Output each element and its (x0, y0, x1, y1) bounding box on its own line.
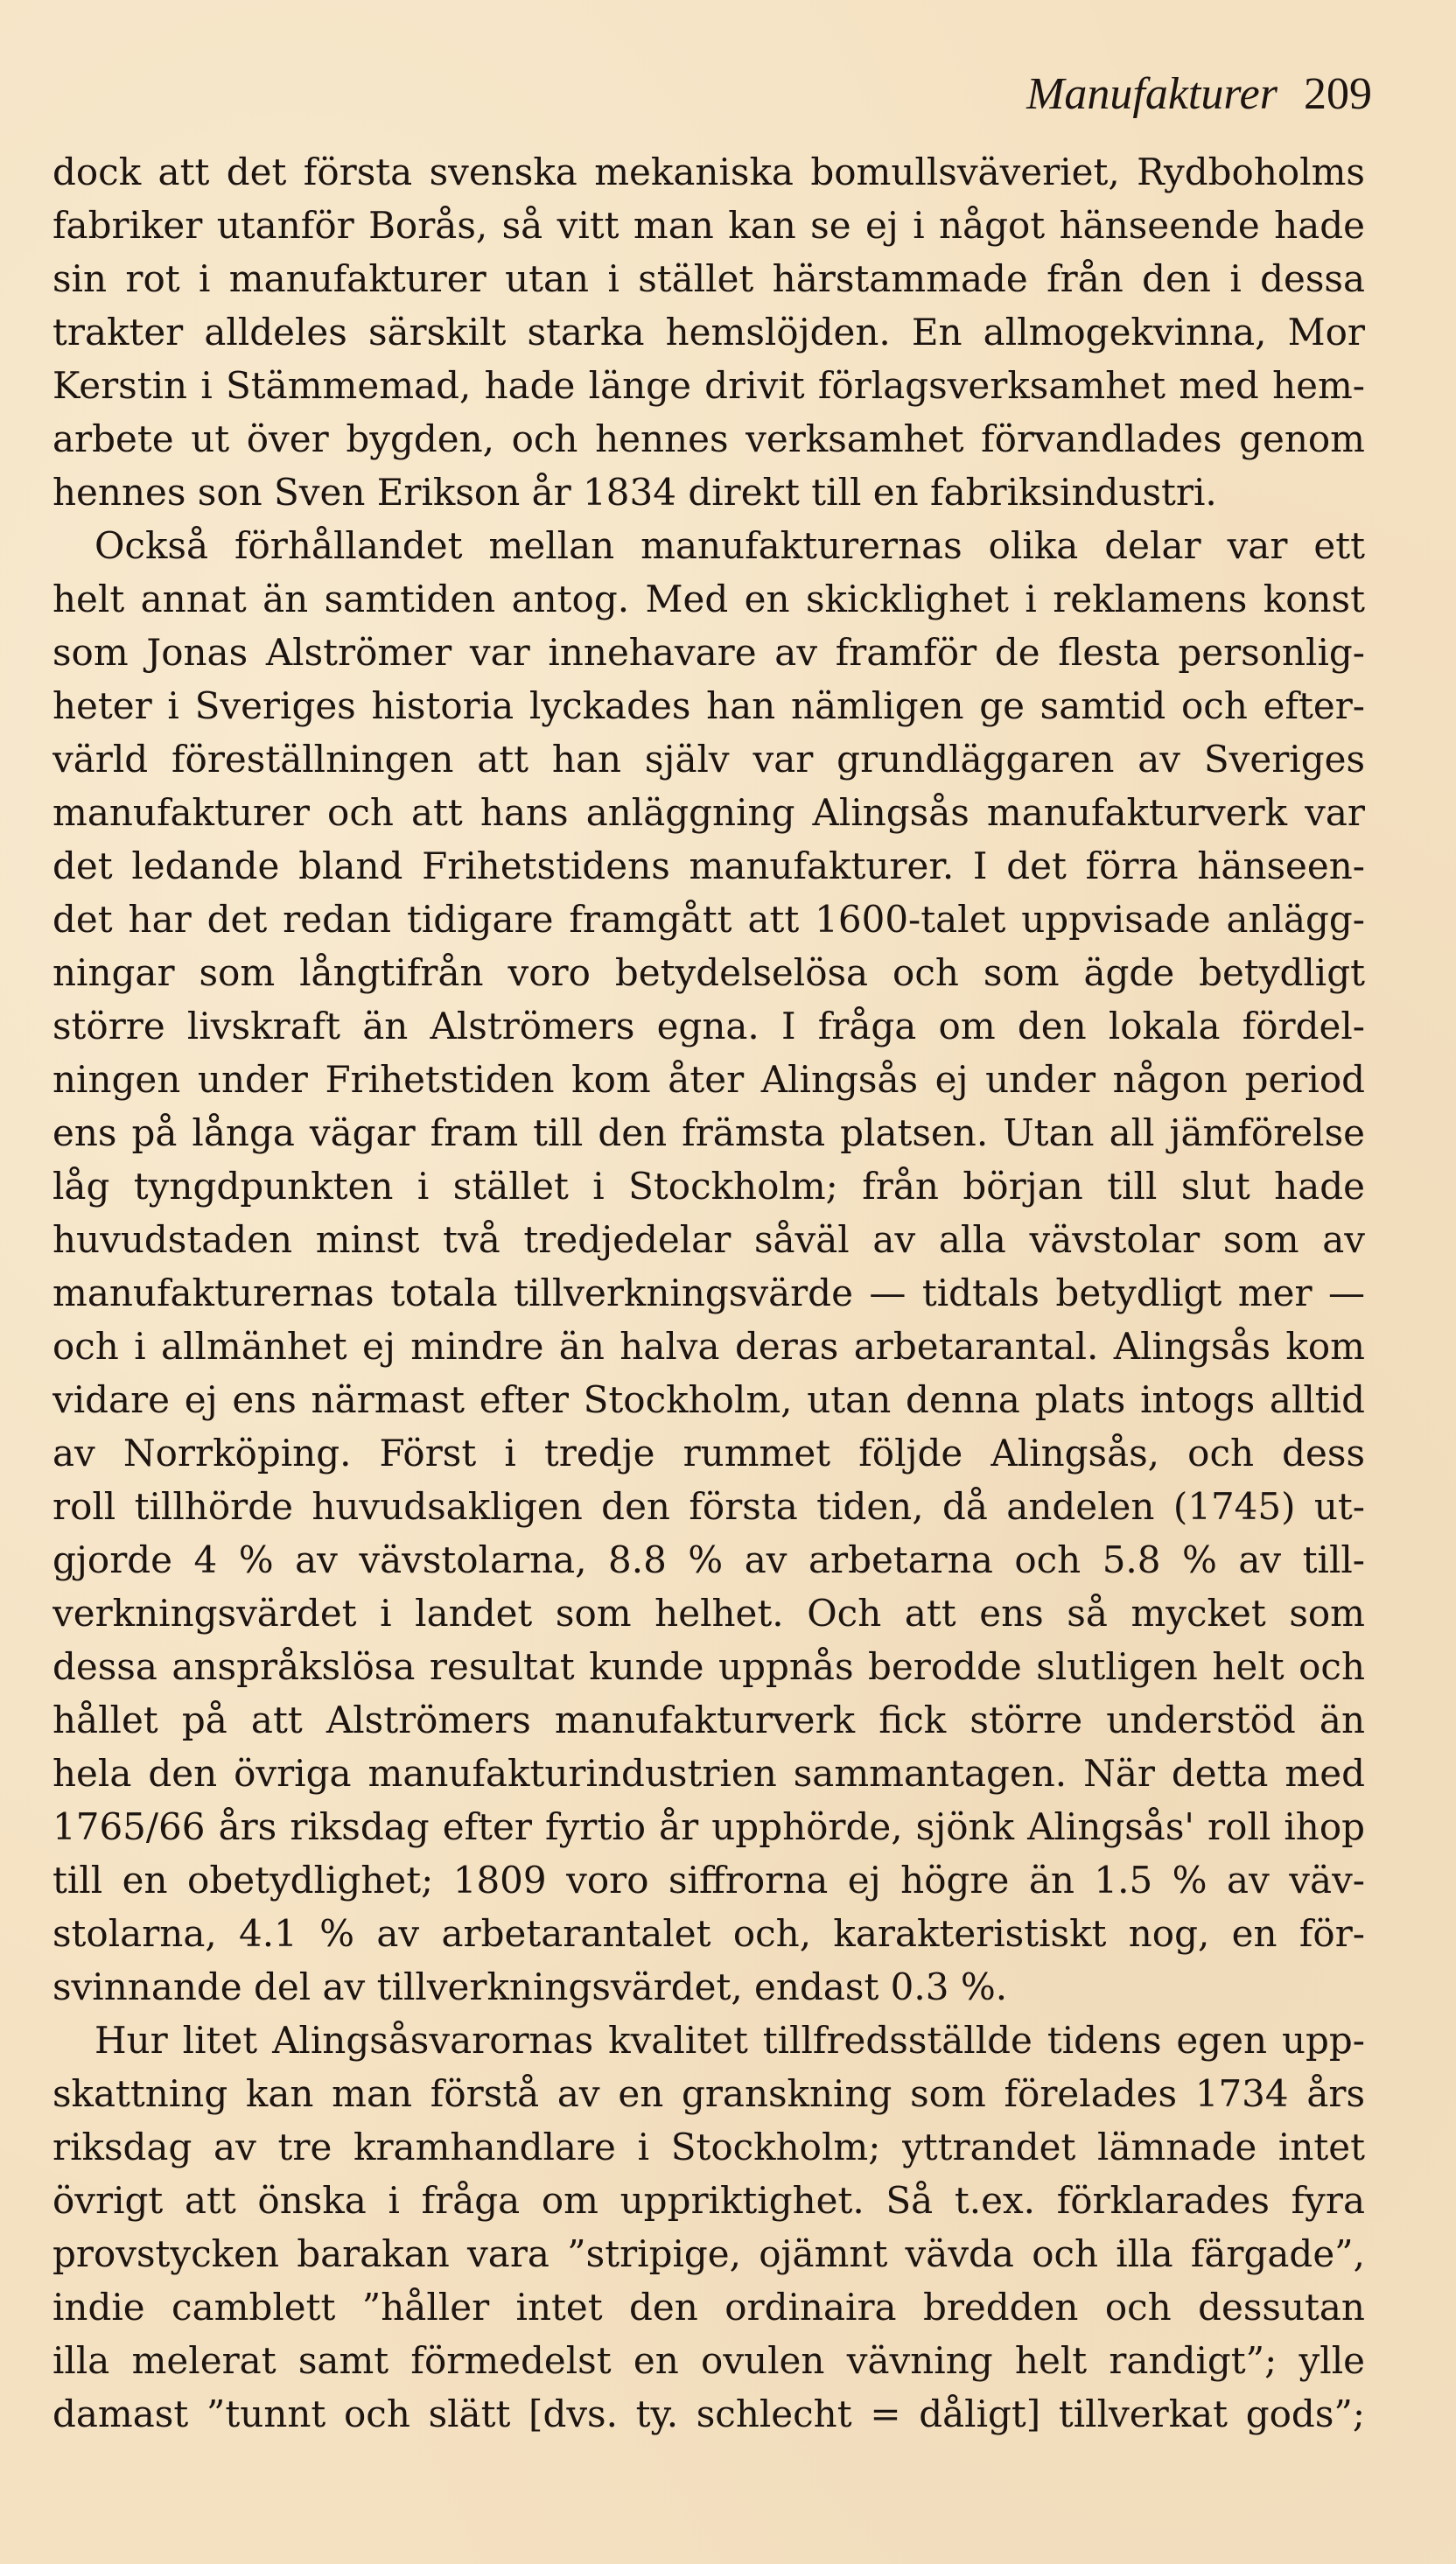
page-number: 209 (1304, 69, 1372, 119)
text-line: vidare ej ens närmast efter Stockholm, utan denna plats intogs alltid (52, 1378, 1365, 1421)
text-line: trakter alldeles särskilt starka hemslöjden. En allmogekvinna, Mor (52, 311, 1365, 354)
text-line: roll tillhörde huvudsakligen den första tiden, då andelen (1745) ut- (52, 1485, 1365, 1528)
text-line: svinnande del av tillverkningsvärdet, endast 0.3 %. (52, 1965, 1008, 2008)
text-line: skattning kan man förstå av en granskning som förelades 1734 års (52, 2072, 1365, 2115)
running-head (1026, 68, 1372, 121)
text-line: till en obetydlighet; 1809 voro siffrorna ej högre än 1.5 % av väv- (52, 1859, 1365, 1902)
text-line: av Norrköping. Först i tredje rummet följde Alingsås, och dess (52, 1432, 1365, 1475)
chapter-title: Manufakturer (1026, 69, 1278, 119)
text-line: gjorde 4 % av vävstolarna, 8.8 % av arbetarna och 5.8 % av till- (52, 1538, 1365, 1581)
text-line: dessa anspråkslösa resultat kunde uppnås berodde slutligen helt och (52, 1645, 1365, 1688)
text-line: hela den övriga manufakturindustrien sammantagen. När detta med (52, 1752, 1365, 1795)
text-line: 1765/66 års riksdag efter fyrtio år upphörde, sjönk Alingsås' roll ihop (52, 1805, 1365, 1848)
text-line: det har det redan tidigare framgått att 1600-talet uppvisade anlägg- (52, 898, 1365, 941)
text-line: som Jonas Alströmer var innehavare av framför de flesta personlig- (52, 631, 1365, 674)
body-text (52, 145, 1365, 2441)
text-line: hållet på att Alströmers manufakturverk fick större understöd än (52, 1699, 1365, 1741)
text-line: heter i Sveriges historia lyckades han nämligen ge samtid och efter- (52, 684, 1365, 727)
text-line: sin rot i manufakturer utan i stället härstammade från den i dessa (52, 257, 1365, 300)
text-line: Också förhållandet mellan manufakturernas olika delar var ett (94, 524, 1365, 567)
text-line: ningen under Frihetstiden kom åter Alingsås ej under någon period (52, 1058, 1365, 1101)
text-line: ningar som långtifrån voro betydelselösa och som ägde betydligt (52, 951, 1365, 994)
text-line: Kerstin i Stämmemad, hade länge drivit förlagsverksamhet med hem- (52, 364, 1365, 407)
text-line: hennes son Sven Erikson år 1834 direkt till en fabriksindustri. (52, 471, 1217, 514)
text-line: och i allmänhet ej mindre än halva deras arbetarantal. Alingsås kom (52, 1325, 1365, 1368)
text-line: det ledande bland Frihetstidens manufakturer. I det förra hänseen- (52, 844, 1365, 887)
text-line: damast ”tunnt och slätt [dvs. ty. schlecht = dåligt] tillverkat gods”; (52, 2392, 1365, 2435)
text-line: ens på långa vägar fram till den främsta platsen. Utan all jämförelse (52, 1111, 1365, 1154)
text-line: övrigt att önska i fråga om uppriktighet. Så t.ex. förklarades fyra (52, 2179, 1365, 2222)
text-line: manufakturernas totala tillverkningsvärde — tidtals betydligt mer — (52, 1271, 1365, 1314)
text-line: huvudstaden minst två tredjedelar såväl av alla vävstolar som av (52, 1218, 1365, 1261)
text-line: verkningsvärdet i landet som helhet. Och att ens så mycket som (52, 1592, 1365, 1635)
text-line: stolarna, 4.1 % av arbetarantalet och, karakteristiskt nog, en för- (52, 1912, 1365, 1955)
text-line: Hur litet Alingsåsvarornas kvalitet tillfredsställde tidens egen upp- (94, 2019, 1365, 2062)
text-line: indie camblett ”håller intet den ordinaira bredden och dessutan (52, 2286, 1365, 2329)
text-line: fabriker utanför Borås, så vitt man kan se ej i något hänseende hade (52, 204, 1365, 247)
text-line: värld föreställningen att han själv var grundläggaren av Sveriges (52, 738, 1365, 781)
text-line: arbete ut över bygden, och hennes verksamhet förvandlades genom (52, 417, 1365, 460)
text-line: riksdag av tre kramhandlare i Stockholm; yttrandet lämnade intet (52, 2126, 1365, 2168)
text-line: helt annat än samtiden antog. Med en skicklighet i reklamens konst (52, 578, 1365, 620)
text-line: provstycken barakan vara ”stripige, ojämnt vävda och illa färgade”, (52, 2232, 1365, 2275)
text-line: dock att det första svenska mekaniska bomullsväveriet, Rydboholms (52, 151, 1365, 193)
text-line: låg tyngdpunkten i stället i Stockholm; från början till slut hade (52, 1165, 1365, 1208)
text-line: illa melerat samt förmedelst en ovulen vävning helt randigt”; ylle (52, 2339, 1365, 2382)
text-line: större livskraft än Alströmers egna. I fråga om den lokala fördel- (52, 1005, 1365, 1047)
text-line: manufakturer och att hans anläggning Alingsås manufakturverk var (52, 791, 1365, 834)
